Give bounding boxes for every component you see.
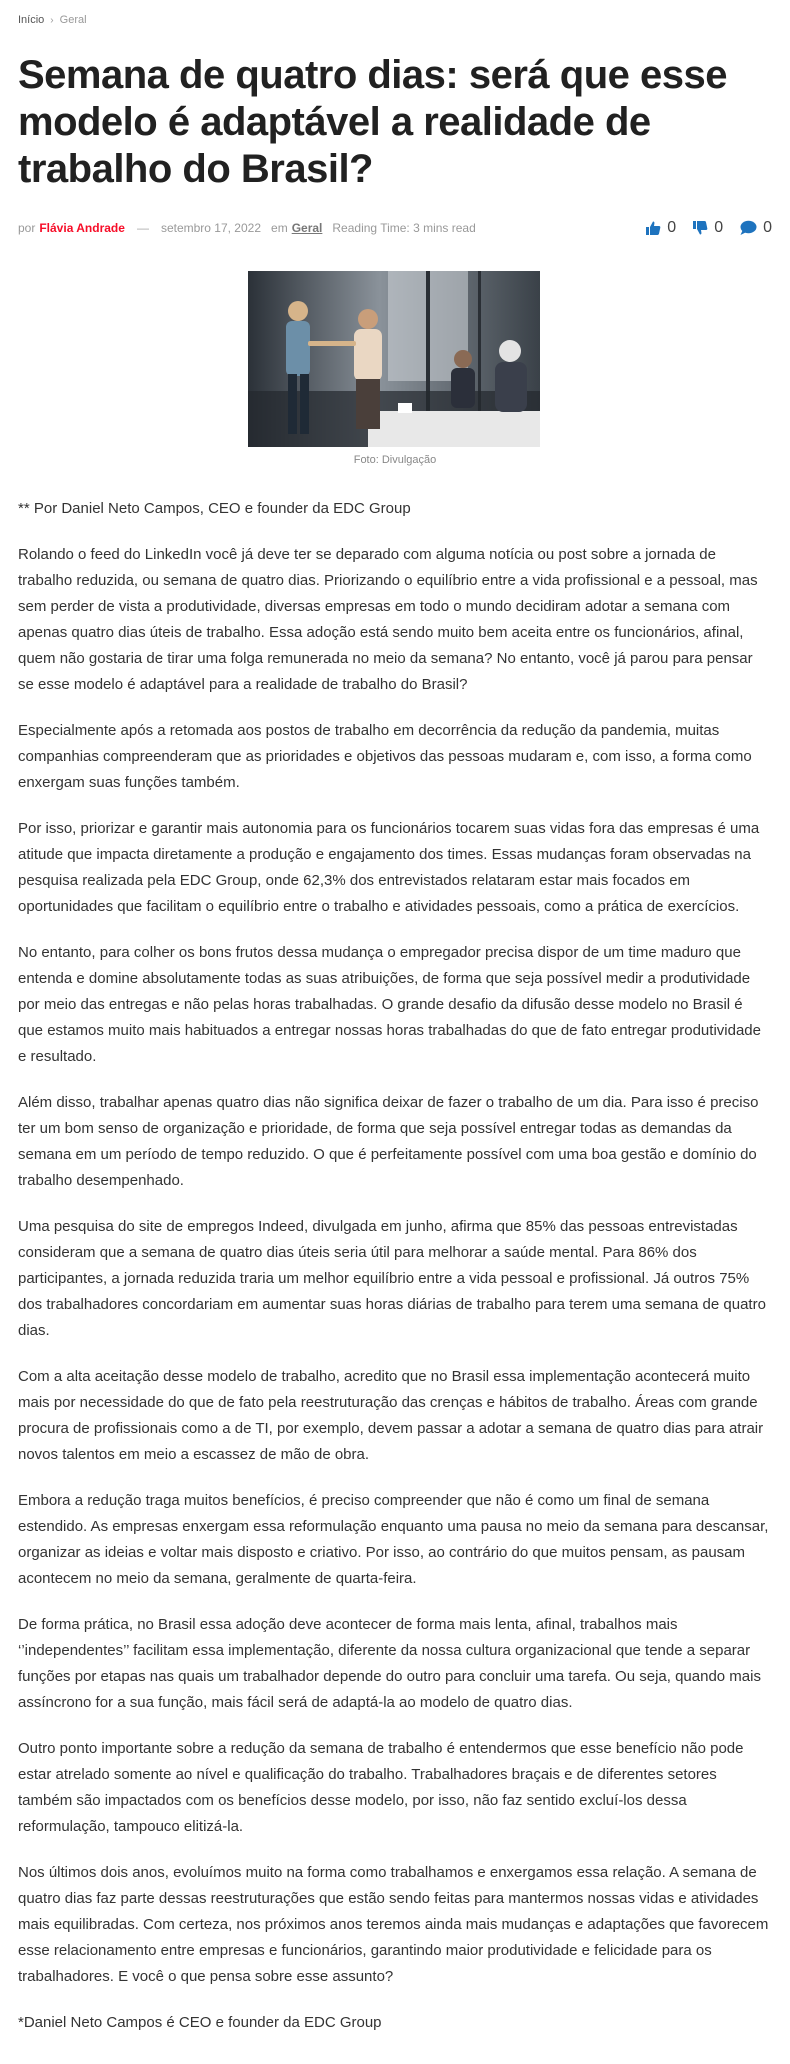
meta-dash: —	[136, 221, 149, 235]
thumbs-down-icon	[692, 220, 708, 236]
paragraph: Por isso, priorizar e garantir mais autonomia para os funcionários tocarem suas vidas fora das empresas é uma atitude que impacta diretamente a produção e engajamento dos times. Essas mudanças foram observadas na pesquisa realizada pela EDC Group, onde 62,3% dos entrevistados relataram estar mais focados em oportunidades que facilitam o equilíbrio entre o trabalho e atividades pessoais, como a prática de exercícios.	[18, 820, 760, 915]
paragraph: Rolando o feed do LinkedIn você já deve ter se deparado com alguma notícia ou post sobre a jornada de trabalho reduzida, ou semana de quatro dias. Priorizando o equilíbrio entre a vida profissional e a pessoal, mas sem perder de vista a produtividade, diversas empresas em todo o mundo decidiram adotar a semana com apenas quatro dias úteis de trabalho. Essa adoção está sendo muito bem aceita entre os funcionários, afinal, quem não gostaria de tirar uma folga remunerada no meio da semana? No entanto, você já parou para pensar se esse modelo é adaptável para a realidade de trabalho do Brasil?	[18, 546, 758, 693]
dislike-count: 0	[714, 219, 724, 236]
breadcrumb-category-link[interactable]: Geral	[59, 14, 87, 26]
like-button[interactable]	[645, 219, 676, 237]
article-body	[18, 496, 770, 2056]
paragraph: Uma pesquisa do site de empregos Indeed, divulgada em junho, afirma que 85% das pessoas entrevistadas consideram que a semana de quatro dias úteis seria útil para melhorar a saúde mental. Para 86% dos participantes, a jornada reduzida traria um melhor equilíbrio entre a vida pessoal e profissional. Já outros 75% dos trabalhadores concordariam em aumentar suas horas diárias de trabalho para terem uma semana de quatro dias.	[18, 1218, 766, 1339]
office-meeting-photo	[248, 271, 540, 447]
thumbs-up-icon	[645, 220, 661, 236]
comments-link[interactable]	[739, 219, 772, 237]
author-link[interactable]: Flávia Andrade	[39, 221, 125, 235]
reading-time: Reading Time: 3 mins read	[332, 221, 476, 235]
breadcrumb-home-link[interactable]: Início	[18, 14, 45, 26]
category-link[interactable]: Geral	[291, 221, 323, 235]
paragraph: Além disso, trabalhar apenas quatro dias não significa deixar de fazer o trabalho de um dia. Para isso é preciso ter um bom senso de organização e prioridade, de forma que seja possível entregar todas as demandas da semana em um período de tempo reduzido. O que é perfeitamente possível com uma boa gestão e domínio do trabalho desempenhado.	[18, 1094, 759, 1189]
paragraph: Com a alta aceitação desse modelo de trabalho, acredito que no Brasil essa implementação acontecerá muito mais por necessidade do que de fato pela reestruturação das crenças e hábitos de trabalho. Áreas com grande procura de profissionais como a de TI, por exemplo, devem passar a adotar a semana de quatro dias para atrair novos talentos em meio a escassez de mão de obra.	[18, 1368, 764, 1463]
reaction-counts	[645, 219, 772, 237]
comment-bubble-icon	[739, 220, 757, 236]
article-title: Semana de quatro dias: será que esse modelo é adaptável a realidade de trabalho do Brasil?	[18, 53, 727, 191]
paragraph: Especialmente após a retomada aos postos de trabalho em decorrência da redução da pandemia, muitas companhias compreenderam que as prioridades e objetivos das pessoas mudaram e, com isso, a forma como enxergam suas funções também.	[18, 722, 752, 791]
paragraph: Nos últimos dois anos, evoluímos muito na forma como trabalhamos e enxergamos essa relação. A semana de quatro dias faz parte dessas reestruturações que estão sendo feitas para mantermos nossas vidas e atividades mais equilibradas. Com certeza, nos próximos anos teremos ainda mais mudanças e adaptações que favorecem esse relacionamento entre empresas e funcionários, garantindo maior produtividade e felicidade para os trabalhadores. E você o que pensa sobre esse assunto?	[18, 1864, 769, 1985]
like-count: 0	[667, 219, 677, 236]
meta-category-prefix: em	[271, 221, 288, 235]
paragraph: No entanto, para colher os bons frutos dessa mudança o empregador precisa dispor de um time maduro que entenda e domine absolutamente todas as suas atribuições, de forma que seja possível medir a produtividade por meio das entregas e não pelas horas trabalhadas. O grande desafio da difusão desse modelo no Brasil é que estamos muito mais habituados a entregar nossas horas trabalhadas do que de fato entregar produtividade e resultado.	[18, 944, 761, 1065]
paragraph: De forma prática, no Brasil essa adoção deve acontecer de forma mais lenta, afinal, trabalhos mais ‘’independentes’’ facilitam essa implementação, diferente da nossa cultura organizacional que tende a separar funções por etapas nas quais um trabalhador depende do outro para concluir uma tarefa. Ou seja, quando mais assíncrono for a sua função, mais fácil será de adaptá-la ao modelo de quatro dias.	[18, 1616, 761, 1711]
publish-date: setembro 17, 2022	[160, 221, 262, 235]
article-meta	[18, 218, 772, 238]
article-byline: ** Por Daniel Neto Campos, CEO e founder da EDC Group	[18, 500, 411, 517]
image-caption: Foto: Divulgação	[353, 454, 437, 466]
breadcrumb	[18, 14, 87, 26]
dislike-button[interactable]	[692, 219, 723, 237]
paragraph: Embora a redução traga muitos benefícios, é preciso compreender que não é como um final de semana estendido. As empresas enxergam essa reformulação enquanto uma pausa no meio da semana para descansar, organizar as ideias e voltar mais disposto e criativo. Por isso, ao contrário do que muitos pensam, as pausam acontecem no meio da semana, geralmente de quarta-feira.	[18, 1492, 769, 1587]
paragraph: Outro ponto importante sobre a redução da semana de trabalho é entendermos que esse benefício não pode estar atrelado somente ao nível e qualificação do trabalho. Trabalhadores braçais e de diferentes setores também são impactados com os benefícios desse modelo, por isso, não faz sentido excluí-los dessa reformulação, tampouco elitizá-la.	[18, 1740, 744, 1835]
featured-image	[248, 271, 540, 447]
chevron-right-icon: ›	[50, 14, 54, 26]
author-note: *Daniel Neto Campos é CEO e founder da EDC Group	[18, 2014, 382, 2031]
meta-by-label: por	[18, 221, 36, 235]
comment-count: 0	[763, 219, 772, 236]
